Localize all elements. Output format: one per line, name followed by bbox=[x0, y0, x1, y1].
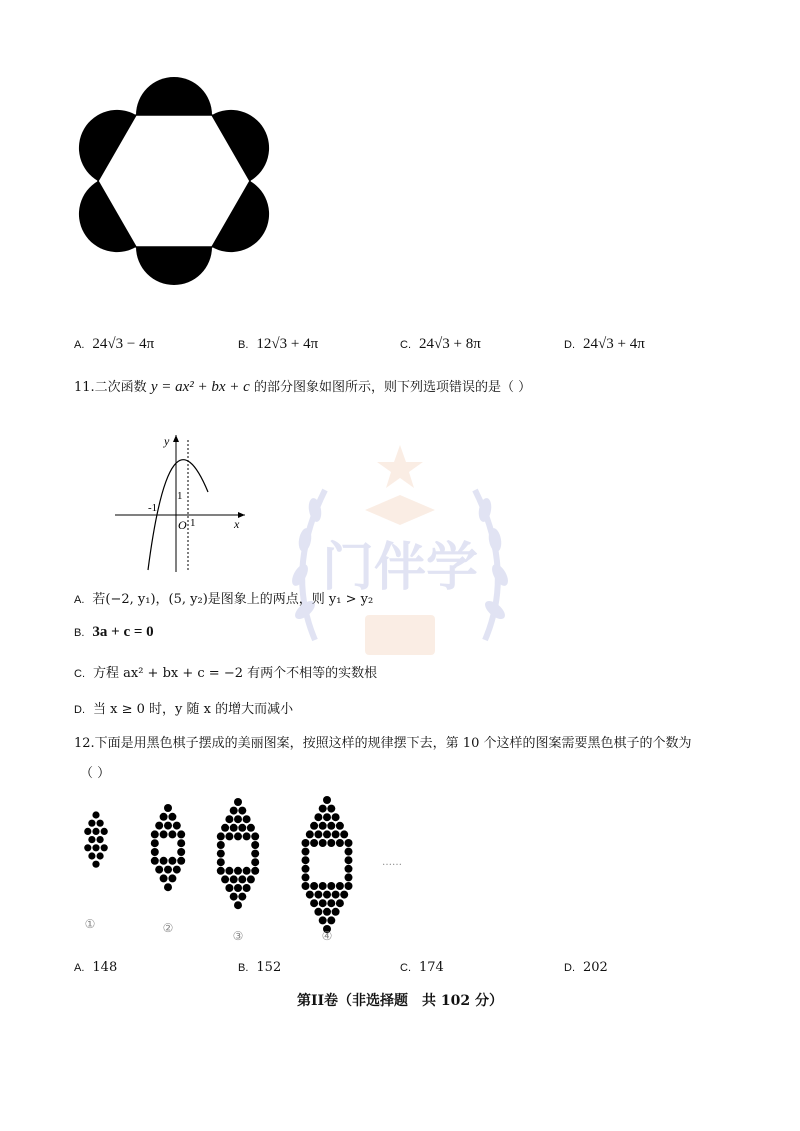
chess-piece bbox=[323, 891, 331, 899]
chess-piece bbox=[151, 830, 159, 838]
q12-option-d bbox=[564, 960, 608, 975]
chess-piece bbox=[92, 811, 99, 818]
chess-piece bbox=[327, 839, 335, 847]
chess-piece bbox=[234, 815, 242, 823]
chess-piece bbox=[336, 839, 344, 847]
q10-option-c bbox=[400, 336, 481, 353]
chess-piece bbox=[168, 874, 176, 882]
chess-piece bbox=[314, 813, 322, 821]
option-letter: C. bbox=[74, 668, 85, 680]
chess-piece bbox=[230, 824, 238, 832]
q11-option-a bbox=[74, 588, 373, 607]
chess-piece bbox=[336, 899, 344, 907]
q11-option-d bbox=[74, 698, 293, 717]
chess-piece bbox=[168, 857, 176, 865]
chess-piece bbox=[310, 822, 318, 830]
chess-piece bbox=[225, 815, 233, 823]
chess-piece bbox=[164, 883, 172, 891]
chess-piece bbox=[160, 857, 168, 865]
chess-piece bbox=[327, 882, 335, 890]
chess-piece bbox=[173, 822, 181, 830]
chess-piece bbox=[177, 839, 185, 847]
chess-piece bbox=[164, 866, 172, 874]
chess-piece bbox=[336, 822, 344, 830]
q11-parabola-graph bbox=[110, 430, 250, 575]
option-text: 若(−2, y₁)，(5, y₂)是图象上的两点，则 y₁ > y₂ bbox=[92, 592, 374, 607]
chess-piece bbox=[101, 828, 108, 835]
chess-piece bbox=[238, 875, 246, 883]
chess-piece bbox=[92, 828, 99, 835]
chess-piece bbox=[221, 875, 229, 883]
option-letter: B. bbox=[74, 627, 85, 639]
q10-hexagon-figure bbox=[70, 70, 280, 285]
chess-piece bbox=[238, 807, 246, 815]
chess-piece bbox=[230, 875, 238, 883]
chess-piece bbox=[84, 828, 91, 835]
section-title: 第II卷（非选择题 共 102 分） bbox=[296, 993, 504, 1009]
chess-piece bbox=[310, 839, 318, 847]
option-letter: D. bbox=[74, 704, 85, 716]
figure-label-4: ④ bbox=[321, 929, 333, 943]
chess-piece bbox=[336, 882, 344, 890]
chess-piece bbox=[217, 858, 225, 866]
chess-piece bbox=[243, 884, 251, 892]
chess-piece bbox=[234, 884, 242, 892]
graph-label-one-y: 1 bbox=[177, 490, 183, 502]
chess-piece bbox=[323, 813, 331, 821]
chess-piece bbox=[217, 841, 225, 849]
chess-piece bbox=[88, 836, 95, 843]
chess-piece bbox=[302, 848, 310, 856]
option-letter: D. bbox=[564, 962, 575, 974]
chess-piece bbox=[234, 798, 242, 806]
option-text: 方程 ax² + bx + c = −2 有两个不相等的实数根 bbox=[93, 666, 378, 681]
option-text: 当 x ≥ 0 时，y 随 x 的增大而减小 bbox=[93, 702, 294, 717]
chess-piece bbox=[225, 832, 233, 840]
chess-piece bbox=[251, 841, 259, 849]
option-value: 174 bbox=[419, 960, 444, 975]
q11-stem-expr: y = ax² + bx + c bbox=[150, 379, 250, 395]
watermark-logo bbox=[275, 440, 525, 690]
graph-label-neg1: -1 bbox=[148, 502, 158, 514]
chess-piece bbox=[234, 867, 242, 875]
chess-piece bbox=[243, 867, 251, 875]
chess-piece bbox=[345, 856, 353, 864]
chess-piece bbox=[101, 844, 108, 851]
chess-piece bbox=[173, 866, 181, 874]
q11-stem-prefix: 11.二次函数 bbox=[74, 380, 147, 395]
q11-option-c bbox=[74, 662, 377, 681]
q12-option-a bbox=[74, 960, 117, 975]
chess-piece bbox=[302, 856, 310, 864]
chess-piece bbox=[168, 830, 176, 838]
q12-option-b bbox=[238, 960, 281, 975]
chess-piece bbox=[251, 832, 259, 840]
q12-option-c bbox=[400, 960, 444, 975]
option-expr: 24√3 − 4π bbox=[92, 336, 155, 352]
watermark-text: 门伴学 bbox=[321, 539, 479, 597]
chess-piece bbox=[221, 824, 229, 832]
chess-piece bbox=[327, 899, 335, 907]
chess-piece bbox=[340, 891, 348, 899]
q10-option-a bbox=[74, 336, 154, 353]
option-text: 3a + c = 0 bbox=[92, 624, 154, 640]
chess-piece bbox=[302, 882, 310, 890]
option-letter: C. bbox=[400, 962, 411, 974]
chess-piece bbox=[310, 882, 318, 890]
option-letter: B. bbox=[238, 339, 249, 351]
chess-piece bbox=[319, 822, 327, 830]
chess-piece bbox=[238, 893, 246, 901]
figure-label-1: ① bbox=[84, 917, 96, 931]
chess-piece bbox=[151, 839, 159, 847]
q10-option-d bbox=[564, 336, 645, 353]
chess-piece bbox=[314, 908, 322, 916]
chess-piece bbox=[92, 844, 99, 851]
chess-piece bbox=[177, 830, 185, 838]
chess-piece bbox=[302, 839, 310, 847]
chess-piece bbox=[251, 858, 259, 866]
figure-label-3: ③ bbox=[232, 929, 244, 943]
chess-piece bbox=[345, 873, 353, 881]
chess-piece bbox=[97, 820, 104, 827]
chess-piece bbox=[243, 815, 251, 823]
chess-piece bbox=[332, 891, 340, 899]
graph-label-y: y bbox=[164, 434, 170, 448]
chess-piece bbox=[225, 884, 233, 892]
chess-piece bbox=[155, 822, 163, 830]
chess-piece bbox=[345, 865, 353, 873]
chess-piece bbox=[238, 824, 246, 832]
figure-label-2: ② bbox=[162, 921, 174, 935]
option-letter: A. bbox=[74, 339, 85, 351]
option-expr: 24√3 + 8π bbox=[419, 336, 481, 352]
chess-piece bbox=[84, 844, 91, 851]
chess-piece bbox=[345, 839, 353, 847]
chess-piece bbox=[217, 867, 225, 875]
chess-piece bbox=[314, 891, 322, 899]
chess-piece bbox=[314, 830, 322, 838]
q11-stem bbox=[74, 376, 531, 396]
option-letter: A. bbox=[74, 962, 85, 974]
chess-piece bbox=[332, 908, 340, 916]
chess-piece bbox=[332, 813, 340, 821]
chess-piece bbox=[327, 916, 335, 924]
chess-piece bbox=[247, 875, 255, 883]
chess-piece bbox=[302, 873, 310, 881]
chess-piece bbox=[340, 830, 348, 838]
graph-label-one-x: 1 bbox=[190, 517, 196, 529]
chess-piece bbox=[234, 901, 242, 909]
chess-piece bbox=[177, 857, 185, 865]
chess-piece bbox=[323, 796, 331, 804]
chess-piece bbox=[92, 861, 99, 868]
chess-piece bbox=[327, 822, 335, 830]
chess-piece bbox=[177, 848, 185, 856]
chess-piece bbox=[327, 805, 335, 813]
chess-piece bbox=[88, 852, 95, 859]
option-value: 202 bbox=[583, 960, 608, 975]
chess-piece bbox=[251, 850, 259, 858]
chess-piece bbox=[251, 867, 259, 875]
chess-piece bbox=[302, 865, 310, 873]
q12-pattern-figures bbox=[70, 790, 430, 950]
chess-piece bbox=[319, 899, 327, 907]
q10-option-b bbox=[238, 336, 318, 353]
graph-label-origin: O bbox=[178, 518, 187, 532]
q11-stem-suffix: 的部分图象如图所示，则下列选项错误的是（ ） bbox=[253, 380, 532, 395]
chess-piece bbox=[345, 882, 353, 890]
chess-piece bbox=[310, 899, 318, 907]
option-value: 152 bbox=[256, 960, 282, 975]
chess-piece bbox=[306, 891, 314, 899]
chess-piece bbox=[217, 850, 225, 858]
option-letter: C. bbox=[400, 339, 411, 351]
chess-piece bbox=[319, 839, 327, 847]
chess-piece bbox=[160, 813, 168, 821]
chess-piece bbox=[160, 874, 168, 882]
chess-piece bbox=[230, 893, 238, 901]
q12-stem-line2: （ ） bbox=[80, 766, 111, 781]
chess-piece bbox=[97, 852, 104, 859]
q12-stem-line1: 12.下面是用黑色棋子摆成的美丽图案，按照这样的规律摆下去，第 10 个这样的图案需要黑色棋子的个数为 bbox=[74, 736, 692, 751]
chess-piece bbox=[319, 882, 327, 890]
chess-piece bbox=[319, 916, 327, 924]
q11-option-b bbox=[74, 624, 154, 641]
graph-label-x: x bbox=[234, 517, 240, 531]
chess-piece bbox=[323, 830, 331, 838]
chess-piece bbox=[230, 807, 238, 815]
chess-piece bbox=[323, 908, 331, 916]
chess-piece bbox=[225, 867, 233, 875]
chess-piece bbox=[306, 830, 314, 838]
chess-piece bbox=[332, 830, 340, 838]
chess-piece bbox=[168, 813, 176, 821]
chess-piece bbox=[155, 866, 163, 874]
chess-piece bbox=[319, 805, 327, 813]
option-value: 148 bbox=[92, 960, 118, 975]
option-expr: 12√3 + 4π bbox=[256, 336, 319, 352]
chess-piece bbox=[151, 857, 159, 865]
option-letter: B. bbox=[238, 962, 249, 974]
chess-piece bbox=[88, 820, 95, 827]
chess-piece bbox=[164, 822, 172, 830]
chess-piece bbox=[217, 832, 225, 840]
chess-piece bbox=[234, 832, 242, 840]
option-letter: A. bbox=[74, 594, 85, 606]
chess-piece bbox=[151, 848, 159, 856]
figure-ellipsis: …… bbox=[382, 857, 402, 868]
chess-piece bbox=[243, 832, 251, 840]
chess-piece bbox=[97, 836, 104, 843]
chess-piece bbox=[345, 848, 353, 856]
chess-piece bbox=[164, 804, 172, 812]
option-letter: D. bbox=[564, 339, 575, 351]
option-expr: 24√3 + 4π bbox=[583, 336, 645, 352]
chess-piece bbox=[160, 830, 168, 838]
chess-piece bbox=[247, 824, 255, 832]
